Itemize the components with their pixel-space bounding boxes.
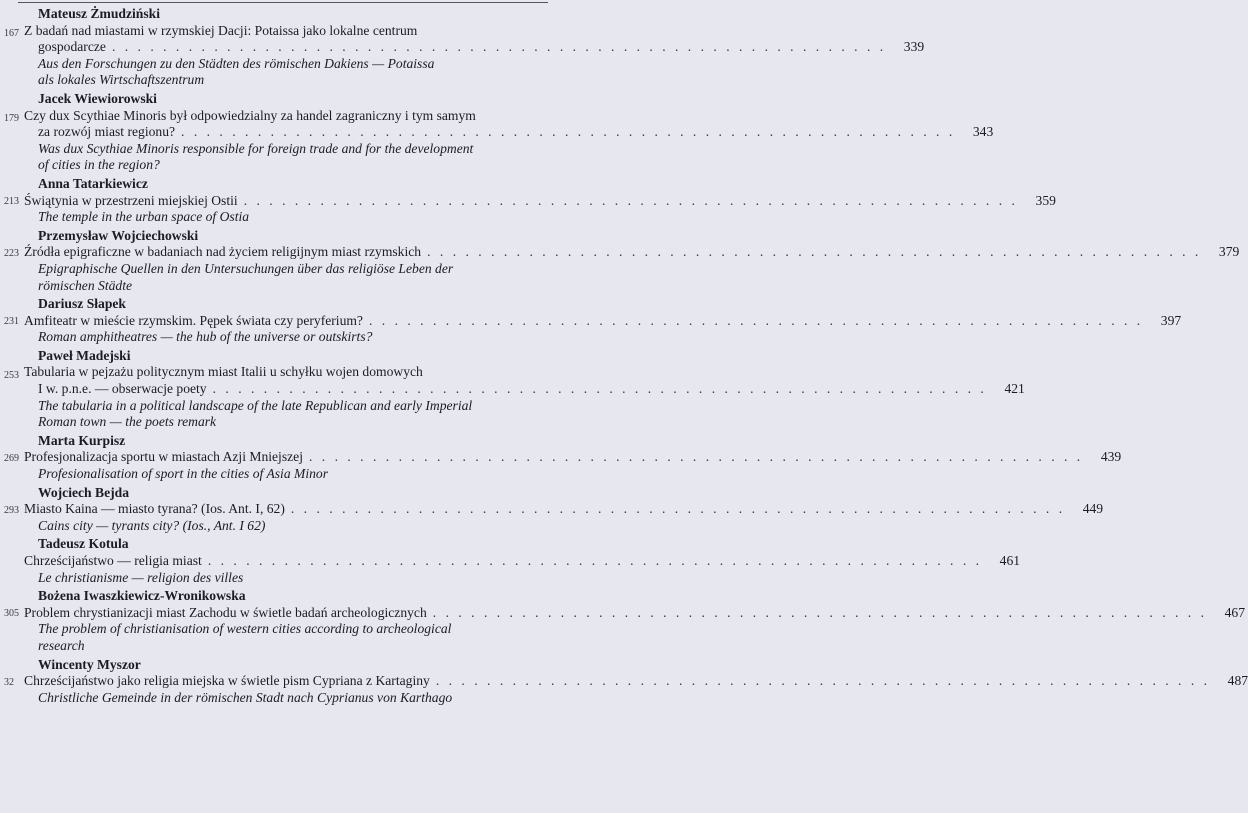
entry-title-text: za rozwój miast regionu? [38, 124, 176, 140]
entry-author: Dariusz Słapek [38, 296, 126, 312]
entry-author: Marta Kurpisz [38, 432, 126, 448]
entry-title-text: Chrześcijaństwo — religia miast [24, 553, 202, 568]
margin-number: 305 [4, 608, 19, 620]
entry-translation: Roman town — the poets remark [38, 414, 217, 430]
margin-number: 213 [4, 195, 19, 207]
entry-translation: Le christianisme — religion des villes [38, 569, 244, 585]
entry-page-number: 359 [1035, 192, 1056, 208]
entry-translation: of cities in the region? [38, 157, 160, 173]
entry-page-number: 339 [903, 39, 925, 55]
entry-page-number: 421 [1004, 381, 1025, 397]
toc-entry [4, 484, 1104, 535]
entry-title: Z badań nad miastami w rzymskiej Dacji: Potaissa jako lokalne centrum [24, 22, 418, 38]
margin-number: 167 [4, 28, 19, 39]
margin-number: 269 [4, 452, 19, 464]
entry-page-number: 487 [1227, 673, 1248, 689]
entry-title-line [20, 553, 1021, 570]
entry-title-text: Problem chrystianizacji miast Zachodu w świetle badań archeologicznych [24, 604, 427, 620]
entry-title-text: gospodarcze [38, 39, 106, 55]
entry-page-number: 449 [1082, 501, 1104, 517]
entry-translation: Cains city — tyrants city? (Ios., Ant. I 62) [38, 517, 266, 533]
entry-translation: The problem of christianisation of western cities according to archeological [38, 621, 452, 637]
leader-dots: . . . . . . . . . . . . . . . . . . . . . . . . . . . . . . . . . . . . . . . . . . . . . . . . . . . . . . . . . . . . . [427, 244, 1202, 260]
margin-number: 32 [4, 676, 14, 688]
entry-page-number: 379 [1218, 244, 1240, 260]
entry-translation: research [38, 637, 85, 653]
entry-translation: Christliche Gemeinde in der römischen Stadt nach Cyprianus von Karthago [38, 689, 453, 705]
entry-translation: The tabularia in a political landscape of the late Republican and early Imperial [38, 397, 473, 413]
entry-author: Paweł Madejski [38, 347, 131, 363]
entry-author: Wincenty Myszor [38, 656, 141, 672]
entry-title-line [20, 501, 1104, 518]
entry-title-line [20, 39, 925, 56]
entry-title-line [20, 673, 1248, 690]
toc-entry [4, 432, 1122, 483]
entry-translation: Epigraphische Quellen in den Untersuchungen über das religiöse Leben der [38, 260, 454, 276]
entry-title: Czy dux Scythiae Minoris był odpowiedzialny za handel zagraniczny i tym samym [24, 107, 476, 123]
entry-author: Przemysław Wojciechowski [38, 227, 199, 243]
toc-entry [4, 6, 925, 89]
leader-dots: . . . . . . . . . . . . . . . . . . . . . . . . . . . . . . . . . . . . . . . . . . . . . . . . . . . . . . . . . . . . . [368, 312, 1144, 328]
leader-dots: . . . . . . . . . . . . . . . . . . . . . . . . . . . . . . . . . . . . . . . . . . . . . . . . . . . . . . . . . . . . . [290, 501, 1066, 517]
entry-author: Anna Tatarkiewicz [38, 175, 148, 191]
entry-title-text: Miasto Kaina — miasto tyrana? (Ios. Ant. I, 62) [24, 501, 285, 517]
leader-dots: . . . . . . . . . . . . . . . . . . . . . . . . . . . . . . . . . . . . . . . . . . . . . . . . . . . . . . . . . . . . . [212, 381, 987, 397]
entry-title-line [20, 244, 1240, 261]
entry-translation: Profesionalisation of sport in the cities of Asia Minor [38, 466, 329, 482]
entry-title-line [20, 449, 1122, 466]
entry-title-text: Źródła epigraficzne w badaniach nad życiem religijnym miast rzymskich [24, 244, 422, 260]
toc-entry [4, 175, 1056, 226]
entry-title: Tabularia w pejzażu politycznym miast Italii u schyłku wojen domowych [24, 364, 423, 380]
entry-title-text: Amfiteatr w mieście rzymskim. Pępek świata czy peryferium? [24, 312, 363, 328]
entry-title-line [20, 381, 1025, 398]
entry-author: Bożena Iwaszkiewicz-Wronikowska [38, 588, 246, 604]
entry-author: Wojciech Bejda [38, 484, 129, 500]
entry-translation: römischen Städte [38, 277, 133, 293]
entry-title-line [20, 312, 1182, 330]
entry-title-text: Chrześcijaństwo jako religia miejska w świetle pism Cypriana z Kartaginy [24, 673, 430, 689]
entry-translation: Aus den Forschungen zu den Städten des römischen Dakiens — Potaissa [38, 55, 435, 71]
entry-page-number: 467 [1224, 604, 1245, 620]
toc-entry [4, 347, 1025, 431]
leader-dots: . . . . . . . . . . . . . . . . . . . . . . . . . . . . . . . . . . . . . . . . . . . . . . . . . . . . . . . . . . . . . [111, 39, 887, 55]
table-of-contents [4, 4, 1248, 706]
entry-translation: als lokales Wirtschaftszentrum [38, 72, 205, 88]
leader-dots: . . . . . . . . . . . . . . . . . . . . . . . . . . . . . . . . . . . . . . . . . . . . . . . . . . . . . . . . . . . . . [207, 553, 983, 568]
leader-dots: . . . . . . . . . . . . . . . . . . . . . . . . . . . . . . . . . . . . . . . . . . . . . . . . . . . . . . . . . . . . . [243, 192, 1018, 208]
entry-translation: The temple in the urban space of Ostia [38, 209, 250, 225]
entry-author: Tadeusz Kotula [38, 536, 129, 552]
entry-title-text: Profesjonalizacja sportu w miastach Azji Mniejszej [24, 449, 303, 465]
margin-number: 231 [4, 316, 19, 328]
margin-number: 293 [4, 504, 19, 516]
entry-title-text: Świątynia w przestrzeni miejskiej Ostii [24, 192, 238, 208]
entry-author: Jacek Wiewiorowski [38, 90, 157, 106]
margin-number: 223 [4, 247, 19, 259]
toc-entry [4, 296, 1182, 346]
entry-translation: Was dux Scythiae Minoris responsible for foreign trade and for the development [38, 140, 474, 156]
entry-title-line [20, 192, 1056, 210]
toc-entry [4, 227, 1240, 294]
entry-author: Mateusz Żmudziński [38, 6, 160, 21]
leader-dots: . . . . . . . . . . . . . . . . . . . . . . . . . . . . . . . . . . . . . . . . . . . . . . . . . . . . . . . . . . . . . [308, 449, 1084, 465]
entry-translation: Roman amphitheatres — the hub of the universe or outskirts? [38, 329, 373, 345]
toc-entry [4, 656, 1248, 707]
toc-entry [4, 588, 1245, 654]
top-rule [18, 2, 548, 3]
entry-title-line [20, 124, 994, 141]
margin-number: 253 [4, 369, 19, 381]
entry-page-number: 343 [972, 124, 994, 140]
entry-page-number: 397 [1160, 312, 1182, 328]
entry-page-number: 461 [999, 553, 1021, 568]
entry-title-line [20, 604, 1245, 622]
entry-title-text: I w. p.n.e. — obserwacje poety [38, 381, 207, 397]
leader-dots: . . . . . . . . . . . . . . . . . . . . . . . . . . . . . . . . . . . . . . . . . . . . . . . . . . . . . . . . . . . . . [181, 124, 956, 140]
margin-number: 179 [4, 112, 19, 124]
toc-entry [4, 90, 994, 174]
toc-entry [20, 536, 1021, 586]
leader-dots: . . . . . . . . . . . . . . . . . . . . . . . . . . . . . . . . . . . . . . . . . . . . . . . . . . . . . . . . . . . . . [435, 673, 1211, 689]
entry-page-number: 439 [1100, 449, 1122, 465]
leader-dots: . . . . . . . . . . . . . . . . . . . . . . . . . . . . . . . . . . . . . . . . . . . . . . . . . . . . . . . . . . . . . [432, 604, 1207, 620]
